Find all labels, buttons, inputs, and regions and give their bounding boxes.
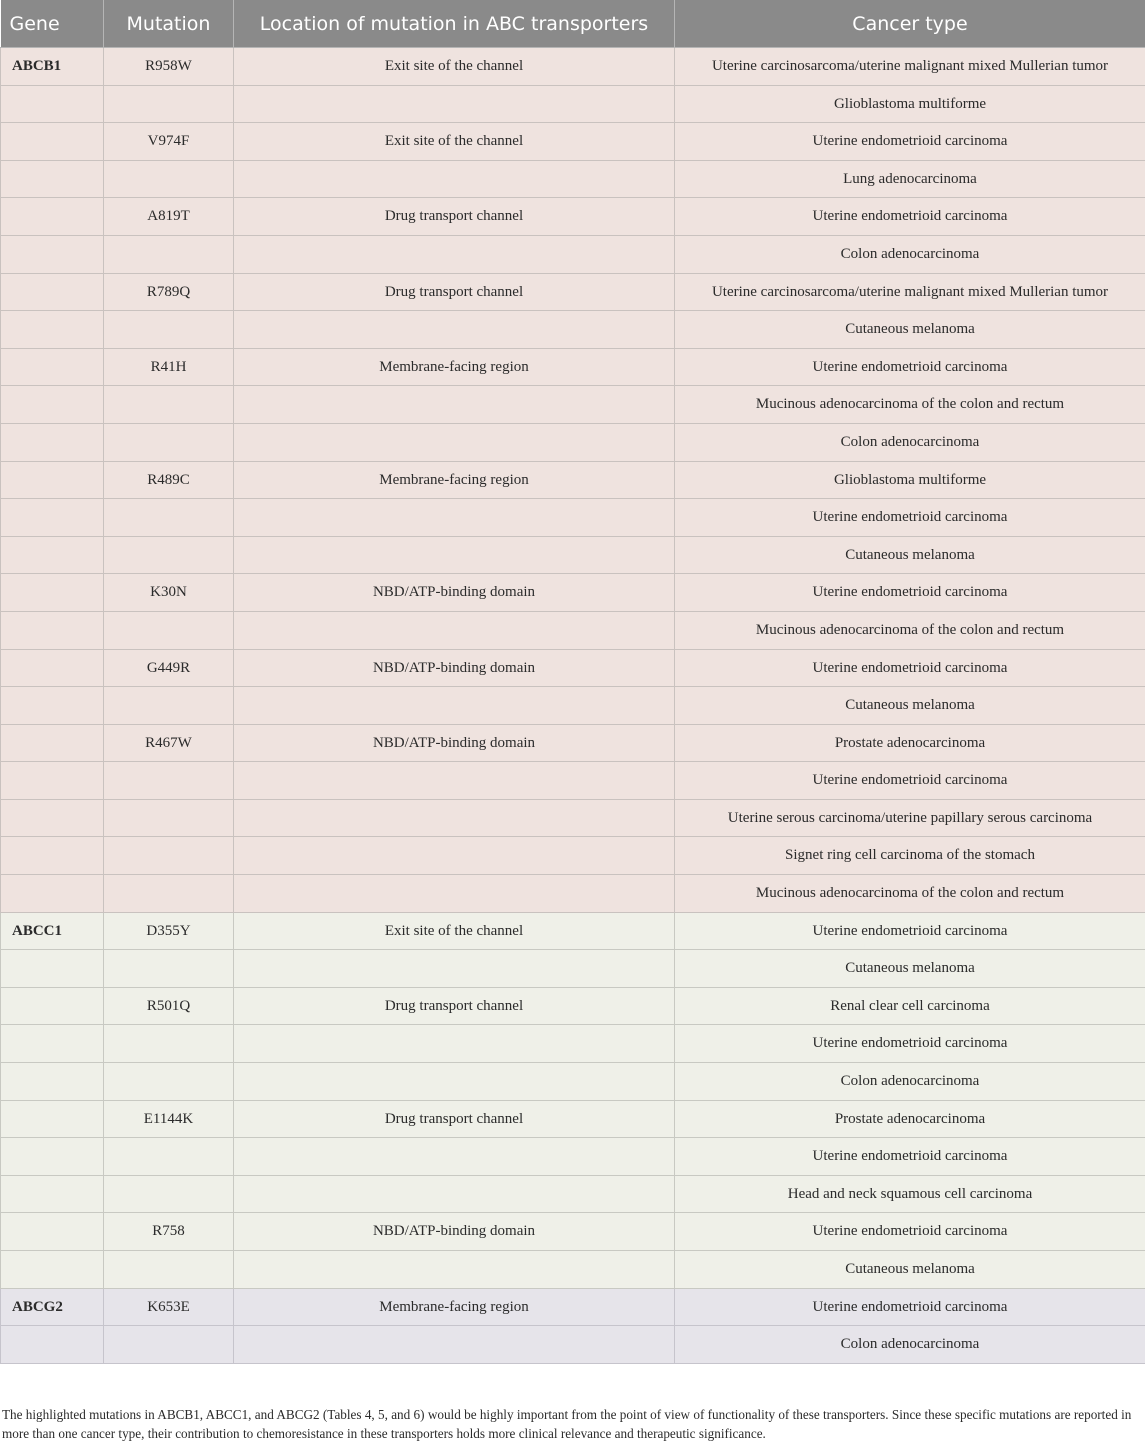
location-cell <box>234 423 675 461</box>
gene-cell <box>1 123 104 161</box>
mutation-cell: R958W <box>104 48 234 86</box>
location-cell <box>234 235 675 273</box>
gene-cell <box>1 85 104 123</box>
table-row <box>1 311 1145 349</box>
table-row <box>1 273 1145 311</box>
location-cell <box>234 1025 675 1063</box>
table-row <box>1 235 1145 273</box>
table-row <box>1 386 1145 424</box>
table-row <box>1 461 1145 499</box>
gene-cell <box>1 875 104 913</box>
cancer-type-cell: Uterine serous carcinoma/uterine papillary serous carcinoma <box>675 799 1145 837</box>
mutation-cell: D355Y <box>104 912 234 950</box>
cancer-type-cell: Uterine endometrioid carcinoma <box>675 1138 1145 1176</box>
cancer-type-cell: Cutaneous melanoma <box>675 950 1145 988</box>
table-row <box>1 123 1145 161</box>
mutation-cell <box>104 1251 234 1289</box>
cancer-type-cell: Prostate adenocarcinoma <box>675 724 1145 762</box>
cancer-type-cell: Colon adenocarcinoma <box>675 423 1145 461</box>
location-cell: Drug transport channel <box>234 198 675 236</box>
gene-cell <box>1 1063 104 1101</box>
cancer-type-cell: Cutaneous melanoma <box>675 687 1145 725</box>
location-cell <box>234 687 675 725</box>
mutation-cell <box>104 386 234 424</box>
location-cell: Membrane-facing region <box>234 348 675 386</box>
cancer-type-cell: Signet ring cell carcinoma of the stomach <box>675 837 1145 875</box>
cancer-type-cell: Uterine endometrioid carcinoma <box>675 912 1145 950</box>
cancer-type-cell: Uterine endometrioid carcinoma <box>675 649 1145 687</box>
gene-cell <box>1 611 104 649</box>
location-cell <box>234 85 675 123</box>
cancer-type-cell: Uterine endometrioid carcinoma <box>675 1288 1145 1326</box>
table-row <box>1 799 1145 837</box>
mutation-cell: G449R <box>104 649 234 687</box>
gene-cell <box>1 950 104 988</box>
header-gene: Gene <box>1 0 104 48</box>
mutation-cell: R501Q <box>104 987 234 1025</box>
gene-cell <box>1 987 104 1025</box>
table-row <box>1 1025 1145 1063</box>
table-row <box>1 160 1145 198</box>
location-cell <box>234 386 675 424</box>
cancer-type-cell: Glioblastoma multiforme <box>675 85 1145 123</box>
cancer-type-cell: Mucinous adenocarcinoma of the colon and rectum <box>675 386 1145 424</box>
cancer-type-cell: Colon adenocarcinoma <box>675 235 1145 273</box>
table-row <box>1 611 1145 649</box>
cancer-type-cell: Uterine endometrioid carcinoma <box>675 198 1145 236</box>
mutation-cell <box>104 1063 234 1101</box>
location-cell: NBD/ATP-binding domain <box>234 649 675 687</box>
location-cell: Membrane-facing region <box>234 461 675 499</box>
gene-cell <box>1 1326 104 1364</box>
gene-cell <box>1 198 104 236</box>
mutation-cell <box>104 687 234 725</box>
cancer-type-cell: Uterine endometrioid carcinoma <box>675 348 1145 386</box>
mutation-cell <box>104 1326 234 1364</box>
table-row <box>1 198 1145 236</box>
gene-cell <box>1 649 104 687</box>
gene-cell <box>1 574 104 612</box>
mutation-cell <box>104 611 234 649</box>
location-cell <box>234 762 675 800</box>
table-footnote: The highlighted mutations in ABCB1, ABCC1, and ABCG2 (Tables 4, 5, and 6) would be highly important from the point of view of functionality of these transporters. Since these specific mutations are reported in more than one cancer type, their contribution to chemoresistance in these transporters holds more clinical relevance and therapeutic significance. <box>2 1405 1140 1443</box>
location-cell: Exit site of the channel <box>234 912 675 950</box>
mutation-cell <box>104 762 234 800</box>
gene-cell <box>1 1138 104 1176</box>
location-cell <box>234 611 675 649</box>
mutation-cell <box>104 423 234 461</box>
location-cell <box>234 1175 675 1213</box>
mutation-cell: R41H <box>104 348 234 386</box>
location-cell: Drug transport channel <box>234 1100 675 1138</box>
gene-cell <box>1 386 104 424</box>
mutation-cell <box>104 1175 234 1213</box>
location-cell <box>234 875 675 913</box>
mutation-cell <box>104 799 234 837</box>
header-mutation: Mutation <box>104 0 234 48</box>
location-cell: Exit site of the channel <box>234 48 675 86</box>
location-cell: NBD/ATP-binding domain <box>234 1213 675 1251</box>
cancer-type-cell: Uterine endometrioid carcinoma <box>675 574 1145 612</box>
table-row <box>1 987 1145 1025</box>
cancer-type-cell: Colon adenocarcinoma <box>675 1063 1145 1101</box>
location-cell: Exit site of the channel <box>234 123 675 161</box>
mutation-cell: K30N <box>104 574 234 612</box>
mutation-cell: R789Q <box>104 273 234 311</box>
gene-cell <box>1 311 104 349</box>
mutation-cell: R489C <box>104 461 234 499</box>
location-cell: NBD/ATP-binding domain <box>234 574 675 612</box>
gene-cell <box>1 461 104 499</box>
gene-cell <box>1 348 104 386</box>
location-cell: Drug transport channel <box>234 987 675 1025</box>
table-row <box>1 687 1145 725</box>
cancer-type-cell: Glioblastoma multiforme <box>675 461 1145 499</box>
table-row <box>1 499 1145 537</box>
table-row <box>1 85 1145 123</box>
table-row <box>1 536 1145 574</box>
cancer-type-cell: Mucinous adenocarcinoma of the colon and rectum <box>675 875 1145 913</box>
mutation-cell <box>104 160 234 198</box>
header-cancer-type: Cancer type <box>675 0 1145 48</box>
gene-cell <box>1 1175 104 1213</box>
table-row <box>1 1251 1145 1289</box>
table-row <box>1 762 1145 800</box>
table-row <box>1 875 1145 913</box>
table-row <box>1 48 1145 86</box>
table-row <box>1 1175 1145 1213</box>
table-row <box>1 348 1145 386</box>
mutation-cell <box>104 311 234 349</box>
location-cell <box>234 311 675 349</box>
location-cell: Membrane-facing region <box>234 1288 675 1326</box>
gene-cell: ABCG2 <box>1 1288 104 1326</box>
gene-cell <box>1 799 104 837</box>
table-row <box>1 1063 1145 1101</box>
cancer-type-cell: Renal clear cell carcinoma <box>675 987 1145 1025</box>
gene-cell <box>1 1025 104 1063</box>
location-cell <box>234 1251 675 1289</box>
location-cell <box>234 499 675 537</box>
gene-cell: ABCC1 <box>1 912 104 950</box>
location-cell <box>234 950 675 988</box>
cancer-type-cell: Prostate adenocarcinoma <box>675 1100 1145 1138</box>
gene-cell <box>1 1100 104 1138</box>
table-body <box>1 48 1145 1364</box>
mutation-cell <box>104 1138 234 1176</box>
location-cell <box>234 160 675 198</box>
cancer-type-cell: Uterine endometrioid carcinoma <box>675 123 1145 161</box>
gene-cell <box>1 762 104 800</box>
table-row <box>1 1213 1145 1251</box>
mutation-cell: A819T <box>104 198 234 236</box>
cancer-type-cell: Uterine endometrioid carcinoma <box>675 1025 1145 1063</box>
mutation-cell <box>104 536 234 574</box>
location-cell <box>234 1138 675 1176</box>
table-row <box>1 1288 1145 1326</box>
location-cell <box>234 1326 675 1364</box>
table-row <box>1 1100 1145 1138</box>
table-row <box>1 649 1145 687</box>
cancer-type-cell: Colon adenocarcinoma <box>675 1326 1145 1364</box>
cancer-type-cell: Uterine endometrioid carcinoma <box>675 499 1145 537</box>
mutation-cell <box>104 837 234 875</box>
table-row <box>1 1138 1145 1176</box>
table-row <box>1 912 1145 950</box>
gene-cell <box>1 423 104 461</box>
gene-cell <box>1 1251 104 1289</box>
mutation-cell: E1144K <box>104 1100 234 1138</box>
location-cell <box>234 1063 675 1101</box>
table-row <box>1 724 1145 762</box>
gene-cell <box>1 499 104 537</box>
table-row <box>1 837 1145 875</box>
gene-cell <box>1 273 104 311</box>
cancer-type-cell: Cutaneous melanoma <box>675 1251 1145 1289</box>
location-cell: Drug transport channel <box>234 273 675 311</box>
cancer-type-cell: Uterine carcinosarcoma/uterine malignant mixed Mullerian tumor <box>675 273 1145 311</box>
header-location: Location of mutation in ABC transporters <box>234 0 675 48</box>
mutation-cell: R758 <box>104 1213 234 1251</box>
mutation-cell <box>104 85 234 123</box>
gene-cell <box>1 1213 104 1251</box>
gene-cell <box>1 837 104 875</box>
gene-cell <box>1 160 104 198</box>
mutation-cell: V974F <box>104 123 234 161</box>
cancer-type-cell: Cutaneous melanoma <box>675 536 1145 574</box>
mutation-cell <box>104 1025 234 1063</box>
location-cell <box>234 799 675 837</box>
table-row <box>1 423 1145 461</box>
cancer-type-cell: Head and neck squamous cell carcinoma <box>675 1175 1145 1213</box>
mutation-cell <box>104 875 234 913</box>
mutation-cell <box>104 235 234 273</box>
cancer-type-cell: Mucinous adenocarcinoma of the colon and rectum <box>675 611 1145 649</box>
table-row <box>1 1326 1145 1364</box>
cancer-type-cell: Cutaneous melanoma <box>675 311 1145 349</box>
cancer-type-cell: Uterine carcinosarcoma/uterine malignant mixed Mullerian tumor <box>675 48 1145 86</box>
mutation-cell: K653E <box>104 1288 234 1326</box>
location-cell <box>234 536 675 574</box>
gene-cell <box>1 235 104 273</box>
table-row <box>1 574 1145 612</box>
mutation-cell: R467W <box>104 724 234 762</box>
gene-cell <box>1 687 104 725</box>
cancer-type-cell: Uterine endometrioid carcinoma <box>675 1213 1145 1251</box>
gene-cell <box>1 724 104 762</box>
gene-cell: ABCB1 <box>1 48 104 86</box>
table-header-row <box>1 0 1145 48</box>
mutation-cell <box>104 499 234 537</box>
mutation-cell <box>104 950 234 988</box>
location-cell <box>234 837 675 875</box>
cancer-type-cell: Lung adenocarcinoma <box>675 160 1145 198</box>
table-row <box>1 950 1145 988</box>
location-cell: NBD/ATP-binding domain <box>234 724 675 762</box>
cancer-type-cell: Uterine endometrioid carcinoma <box>675 762 1145 800</box>
gene-cell <box>1 536 104 574</box>
